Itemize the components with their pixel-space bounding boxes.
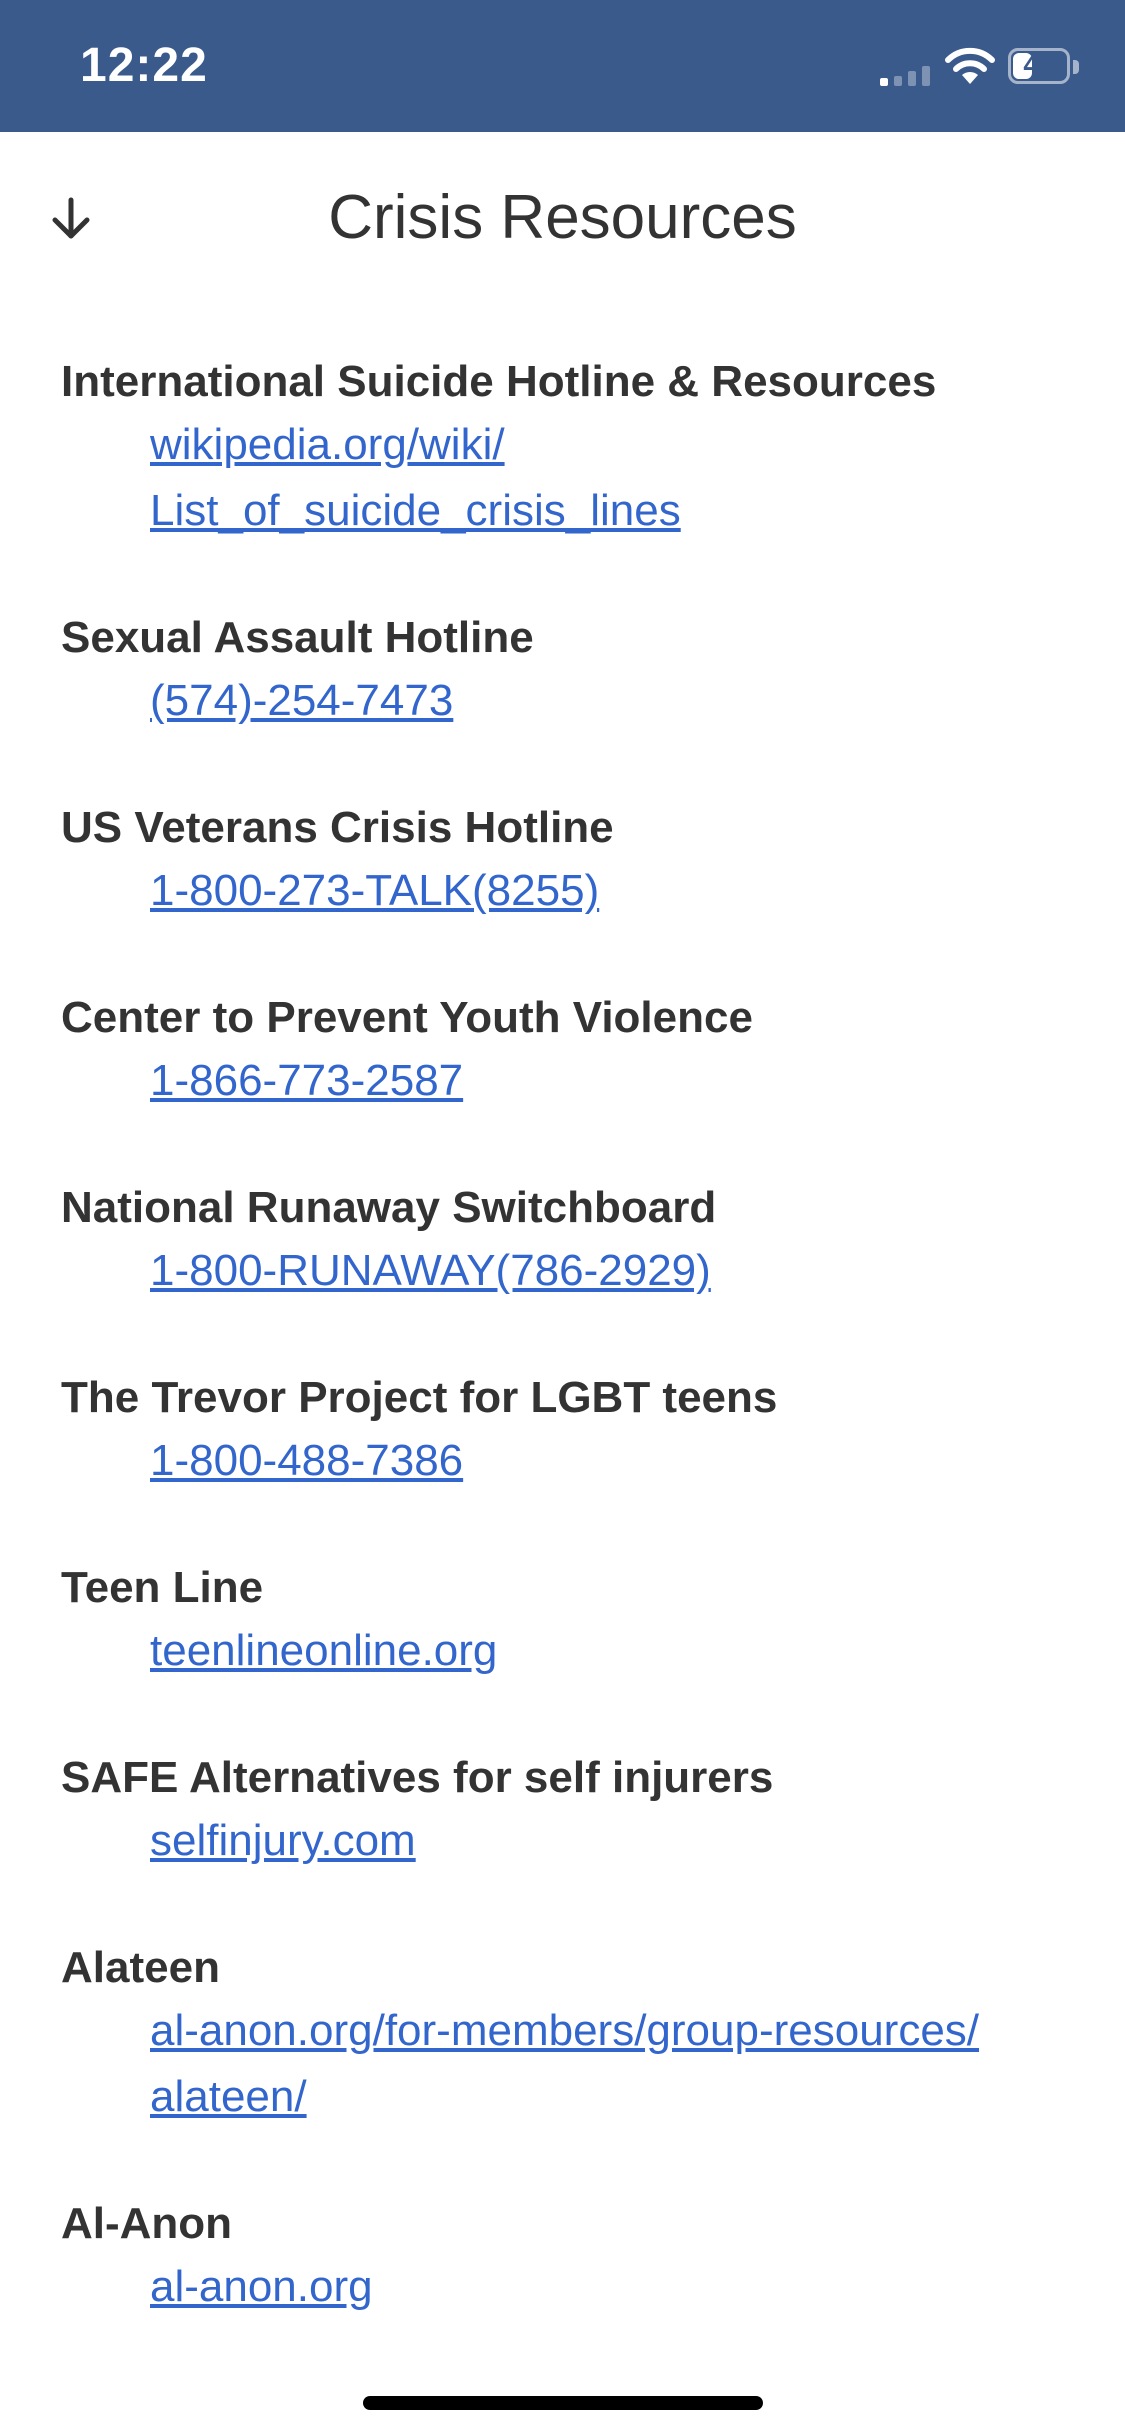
resource-link[interactable]: (574)-254-7473 xyxy=(150,676,454,725)
status-bar xyxy=(0,0,1125,132)
page-title: Crisis Resources xyxy=(328,183,797,252)
cellular-signal-icon xyxy=(880,64,936,86)
resource-name: Al-Anon xyxy=(61,2199,233,2248)
resource-item xyxy=(0,1748,1125,1874)
signal-bar xyxy=(922,66,930,86)
resource-item xyxy=(0,608,1125,734)
resource-link[interactable]: selfinjury.com xyxy=(150,1816,416,1865)
resource-item xyxy=(0,988,1125,1114)
resource-item xyxy=(0,1558,1125,1684)
battery-level: 41 xyxy=(1023,49,1055,80)
resource-name: Center to Prevent Youth Violence xyxy=(61,993,753,1042)
status-time: 12:22 xyxy=(80,39,208,92)
signal-bar xyxy=(894,76,902,86)
resource-link[interactable]: al-anon.org/for-members/group-resources/ xyxy=(150,2006,980,2055)
resource-name: Alateen xyxy=(61,1943,220,1992)
resource-item xyxy=(0,798,1125,924)
resource-item xyxy=(0,352,1125,544)
resource-item xyxy=(0,1178,1125,1304)
wifi-icon xyxy=(944,46,996,86)
resource-name: SAFE Alternatives for self injurers xyxy=(61,1753,774,1802)
battery-cap xyxy=(1073,60,1079,74)
resource-link[interactable]: al-anon.org xyxy=(150,2262,373,2311)
resource-name: Teen Line xyxy=(61,1563,264,1612)
resource-link[interactable]: 1-800-RUNAWAY(786-2929) xyxy=(150,1246,711,1295)
resource-item xyxy=(0,1368,1125,1494)
resource-name: National Runaway Switchboard xyxy=(61,1183,717,1232)
resource-link[interactable]: List_of_suicide_crisis_lines xyxy=(150,486,681,535)
signal-bar xyxy=(908,71,916,86)
resource-item xyxy=(0,2194,1125,2320)
resource-link[interactable]: teenlineonline.org xyxy=(150,1626,498,1675)
resource-name: US Veterans Crisis Hotline xyxy=(61,803,614,852)
resource-link[interactable]: 1-866-773-2587 xyxy=(150,1056,464,1105)
resource-name: International Suicide Hotline & Resources xyxy=(61,357,937,406)
home-indicator[interactable] xyxy=(363,2396,763,2410)
signal-bar xyxy=(880,78,888,86)
resource-list xyxy=(0,352,1125,2384)
battery-icon xyxy=(1008,48,1070,84)
resource-name: Sexual Assault Hotline xyxy=(61,613,534,662)
resource-name: The Trevor Project for LGBT teens xyxy=(61,1373,778,1422)
resource-link[interactable]: alateen/ xyxy=(150,2072,307,2121)
page-header xyxy=(0,132,1125,302)
resource-link[interactable]: wikipedia.org/wiki/ xyxy=(150,420,505,469)
resource-item xyxy=(0,1938,1125,2130)
resource-link[interactable]: 1-800-273-TALK(8255) xyxy=(150,866,600,915)
resource-link[interactable]: 1-800-488-7386 xyxy=(150,1436,464,1485)
